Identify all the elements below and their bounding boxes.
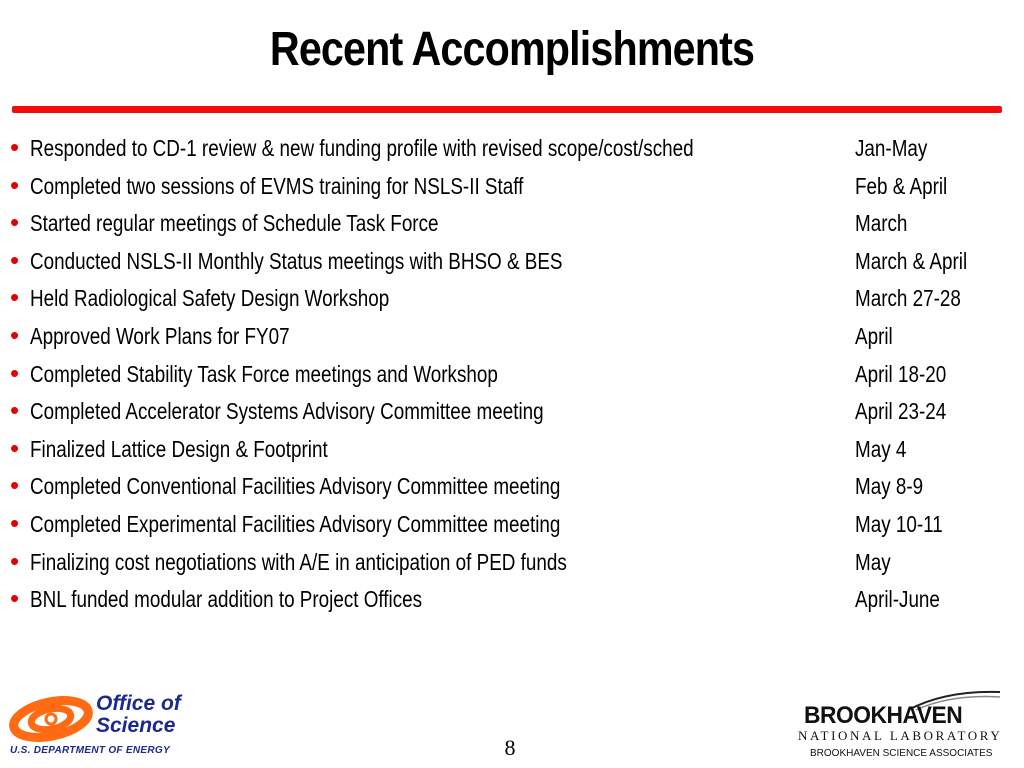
bullet-icon: •	[10, 282, 20, 313]
list-item	[10, 280, 1010, 318]
bnl-laboratory-label: NATIONAL LABORATORY	[798, 728, 1003, 743]
item-text: Completed Conventional Facilities Advisory Committee meeting	[30, 473, 561, 500]
bullet-icon: •	[10, 169, 20, 200]
item-text: BNL funded modular addition to Project Offices	[30, 586, 423, 613]
item-text: Started regular meetings of Schedule Task Force	[30, 210, 439, 237]
bullet-icon: •	[10, 132, 20, 162]
list-item	[10, 130, 1010, 168]
item-text: Approved Work Plans for FY07	[30, 322, 290, 349]
item-date: May 4	[855, 435, 907, 462]
title-rule	[12, 106, 1002, 113]
brookhaven-logo	[796, 688, 1020, 766]
doe-logo-name	[96, 693, 216, 737]
doe-name-line1: Office of	[96, 692, 181, 715]
doe-name-line2: Science	[96, 714, 176, 737]
item-text: Finalizing cost negotiations with A/E in anticipation of PED funds	[30, 548, 567, 575]
list-item	[10, 168, 1010, 206]
item-text: Completed two sessions of EVMS training for NSLS-II Staff	[30, 172, 524, 199]
item-date: Jan-May	[855, 135, 928, 161]
item-date: March	[855, 210, 908, 237]
list-item	[10, 544, 1010, 582]
item-date: May 10-11	[855, 510, 943, 537]
bullet-icon: •	[10, 432, 20, 463]
bullet-icon: •	[10, 583, 20, 614]
accomplishment-list	[10, 130, 1010, 619]
item-date: May	[855, 548, 891, 575]
item-text: Held Radiological Safety Design Workshop	[30, 285, 390, 312]
doe-office-of-science-logo	[8, 693, 213, 763]
list-item	[10, 243, 1010, 281]
item-date: March & April	[855, 247, 968, 274]
bullet-icon: •	[10, 470, 20, 501]
item-text: Responded to CD-1 review & new funding profile with revised scope/cost/sched	[30, 135, 694, 161]
bullet-icon: •	[10, 207, 20, 238]
page-number: 8	[504, 735, 516, 760]
list-item	[10, 356, 1010, 394]
item-date: April	[855, 322, 893, 349]
doe-department-label: U.S. DEPARTMENT OF ENERGY	[10, 745, 170, 756]
item-text: Completed Accelerator Systems Advisory Committee meeting	[30, 398, 544, 425]
item-date: April 23-24	[855, 398, 947, 425]
item-date: March 27-28	[855, 285, 961, 312]
bullet-icon: •	[10, 507, 20, 538]
item-date: April-June	[855, 586, 940, 613]
item-date: April 18-20	[855, 360, 947, 387]
bullet-icon: •	[10, 244, 20, 275]
bullet-icon: •	[10, 357, 20, 388]
item-text: Completed Stability Task Force meetings and Workshop	[30, 360, 498, 387]
item-date: Feb & April	[855, 172, 948, 199]
list-item	[10, 318, 1010, 356]
bullet-icon: •	[10, 319, 20, 350]
bullet-icon: •	[10, 545, 20, 576]
list-item	[10, 205, 1010, 243]
list-item	[10, 468, 1010, 506]
slide-title: Recent Accomplishments	[269, 23, 755, 76]
item-date: May 8-9	[855, 473, 924, 500]
item-text: Finalized Lattice Design & Footprint	[30, 435, 328, 462]
list-item	[10, 393, 1010, 431]
bnl-name: BROOKHAVEN	[804, 702, 963, 729]
item-text: Conducted NSLS-II Monthly Status meetings with BHSO & BES	[30, 247, 563, 274]
list-item	[10, 581, 1010, 619]
list-item	[10, 506, 1010, 544]
doe-atom-icon	[8, 693, 94, 745]
item-text: Completed Experimental Facilities Advisory Committee meeting	[30, 510, 561, 537]
bnl-associates-label: BROOKHAVEN SCIENCE ASSOCIATES	[810, 748, 993, 759]
list-item	[10, 431, 1010, 469]
bullet-icon: •	[10, 395, 20, 426]
